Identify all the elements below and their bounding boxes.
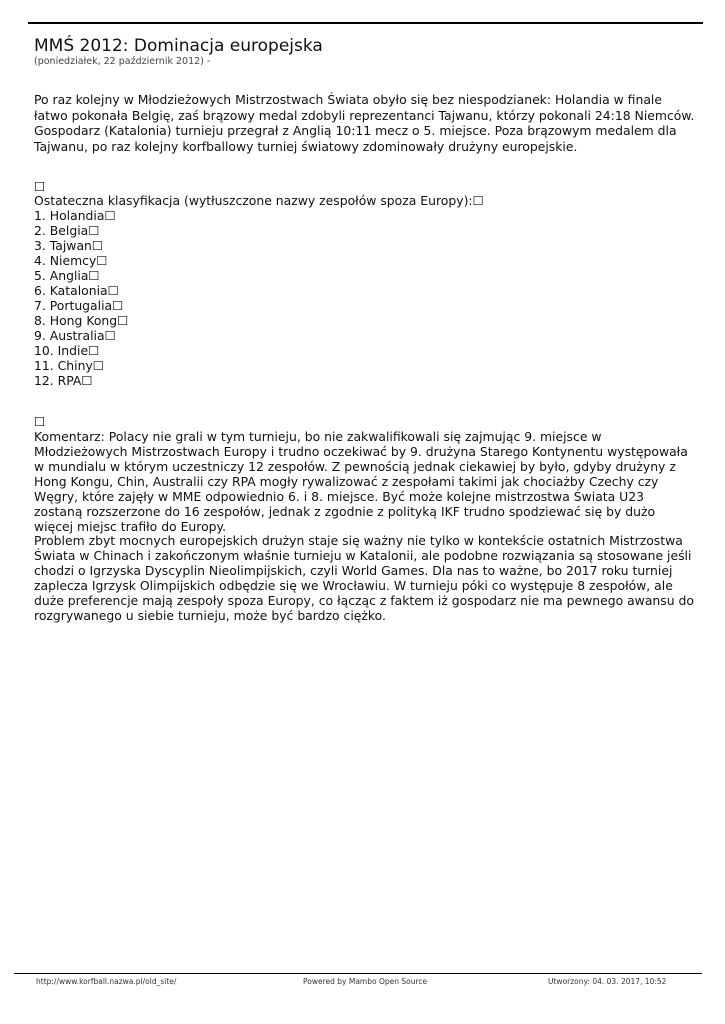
comment-paragraph: Komentarz: Polacy nie grali w tym turnieju, bo nie zakwalifikowali się zajmując 9. miejsce w Młodzieżowych Mistrzostwach Europy i trudno oczekiwać by 9. drużyna Starego Kontynentu występowała w mundialu w którym uczestniczy 12 zespołów. Z pewnością jednak ciekawiej by było, gdyby drużyny z Hong Kongu, Chin, Australii czy RPA mogły rywalizować z zespołami takimi jak chociażby Czechy czy Węgry, które zajęły w MME odpowiednio 6. i 8. miejsce. Być może kolejne mistrzostwa Świata U23 zostaną rozszerzone do 16 zespołów, jednak z zgodnie z polityką IKF trudno spodziewać się by dużo więcej miejsc trafiło do Europy. <box>34 429 688 534</box>
footer-powered-by: Powered by Mambo Open Source <box>303 977 428 986</box>
classification-heading: Ostateczna klasyfikacja (wytłuszczone nazwy zespołów spoza Europy):☐ <box>34 193 484 208</box>
ranking-item: 7. Portugalia☐ <box>34 298 124 313</box>
second-paragraph: Problem zbyt mocnych europejskich drużyn staje się ważny nie tylko w kontekście ostatnich Mistrzostwa Świata w Chinach i zakończonym właśnie turnieju w Katalonii, ale podobne rozwiązania są stosowane jeśli chodzi o Igrzyska Dyscyplin Nieolimpijskich, czyli World Games. Dla nas to ważne, bo 2017 roku turniej zaplecza Igrzysk Olimpijskich odbędzie się we Wrocławiu. W turnieju póki co występuje 8 zespołów, ale duże preferencje mają zespoły spoza Europy, co łącząc z faktem iż gospodarz nie ma pewnego awansu do rozgrywanego u siebie turnieju, może być bardzo ciężko. <box>34 533 694 623</box>
ranking-item: 3. Tajwan☐ <box>34 238 104 253</box>
ranking-item: 8. Hong Kong☐ <box>34 313 129 328</box>
intro-paragraph: Po raz kolejny w Młodzieżowych Mistrzostwach Świata obyło się bez niespodzianek: Holandia w finale łatwo pokonała Belgię, zaś brązowy medal zdobyli reprezentanci Tajwanu, którzy pokonali 24:18 Niemców. Gospodarz (Katalonia) turnieju przegrał z Anglią 10:11 mecz o 5. miejsce. Poza brązowym medalem dla Tajwanu, po raz kolejny korfballowy turniej światowy zdominowały drużyny europejskie. <box>34 92 695 154</box>
ranking-item: 11. Chiny☐ <box>34 358 104 373</box>
placeholder-box-icon: ☐ <box>34 179 46 194</box>
ranking-item: 1. Holandia☐ <box>34 208 116 223</box>
footer-created-date: Utworzony: 04. 03. 2017, 10:52 <box>548 977 667 986</box>
footer-url-link[interactable]: http://www.korfball.nazwa.pl/old_site/ <box>36 977 177 986</box>
placeholder-box-icon: ☐ <box>34 414 46 429</box>
ranking-item: 9. Australia☐ <box>34 328 116 343</box>
ranking-item: 2. Belgia☐ <box>34 223 100 238</box>
footer-rule <box>14 973 702 974</box>
article-date: (poniedziałek, 22 październik 2012) - <box>34 56 211 67</box>
ranking-item: 6. Katalonia☐ <box>34 283 119 298</box>
article-title: MMŚ 2012: Dominacja europejska <box>34 36 323 56</box>
ranking-item: 5. Anglia☐ <box>34 268 100 283</box>
ranking-item: 4. Niemcy☐ <box>34 253 108 268</box>
ranking-list <box>34 208 696 388</box>
top-rule <box>28 22 703 24</box>
ranking-item: 10. Indie☐ <box>34 343 100 358</box>
classification-section <box>34 193 696 388</box>
ranking-item: 12. RPA☐ <box>34 373 93 388</box>
